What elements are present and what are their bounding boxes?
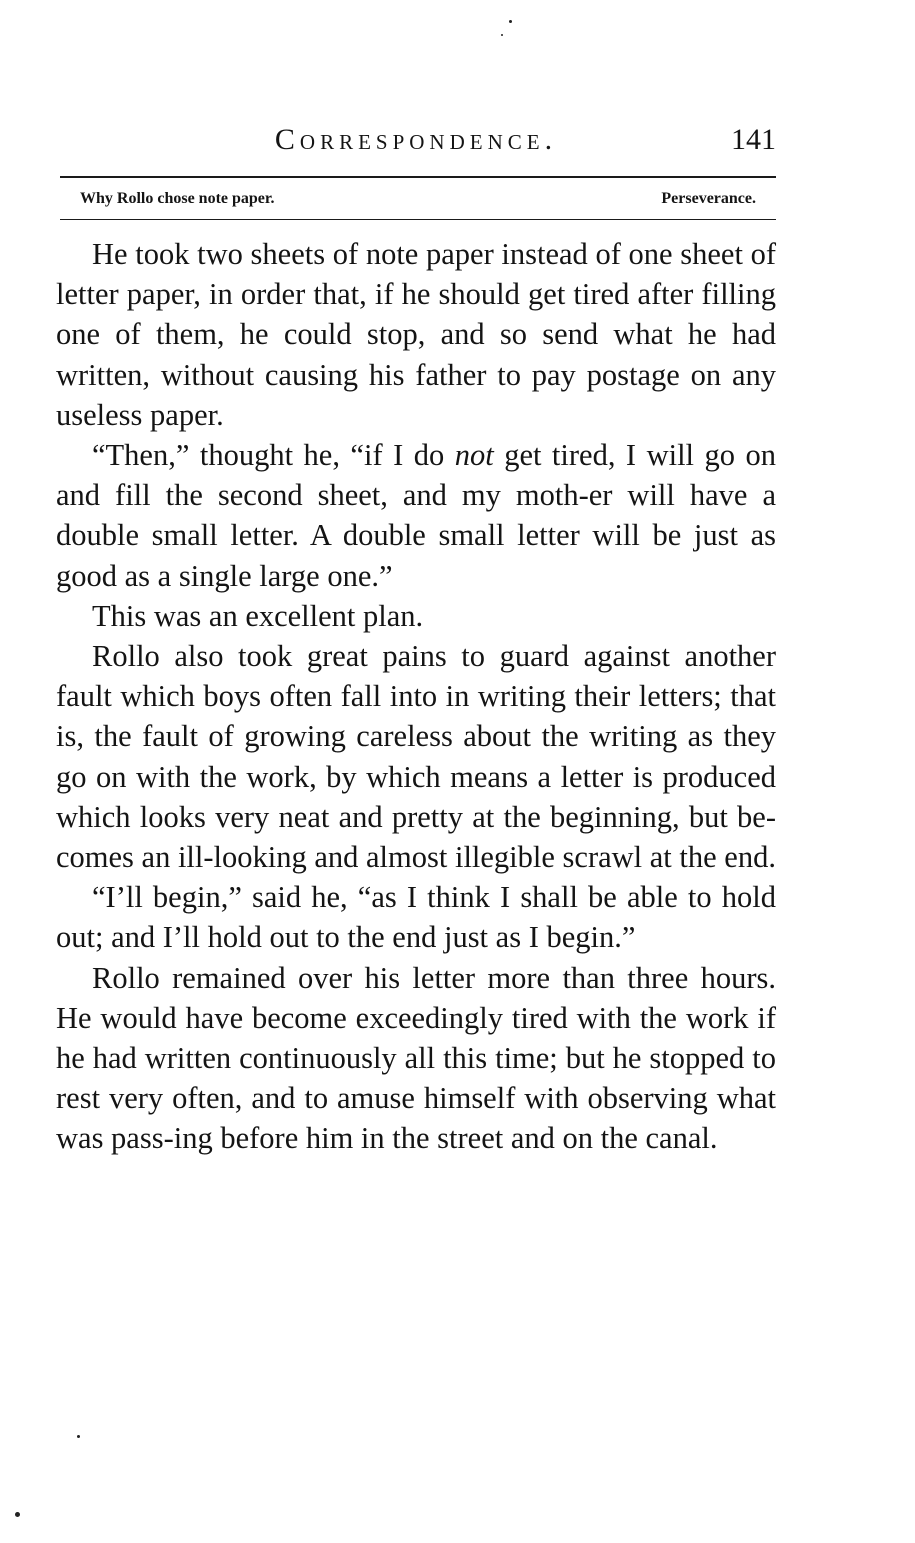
chapter-title: Correspondence. [274, 123, 558, 156]
print-speck [501, 34, 503, 36]
paragraph-text: “Then,” thought he, “if I do [92, 438, 455, 473]
header-rule-top [60, 176, 776, 178]
paragraph-text: get tired, I will go on and fill the second sheet, and my moth-er will have a double small letter. A double small letter will be just as good as a single large one.” [56, 438, 776, 593]
print-speck [77, 1435, 80, 1438]
paragraph: Rollo remained over his letter more than three hours. He would have become exceedingly tired with the work if he had written continuously all this time; but he stopped to rest very often, and to amuse himself with observing what was pass-ing before him in the street and on the canal. [56, 960, 776, 1156]
page-number: 141 [731, 123, 776, 156]
paragraph: “I’ll begin,” said he, “as I think I shall be able to hold out; and I’ll hold out to the end just as I begin.” [56, 880, 776, 955]
print-speck [15, 1512, 20, 1517]
emphasis-text: not [454, 438, 494, 473]
paragraph [56, 435, 776, 596]
subhead-left: Why Rollo chose note paper. [80, 190, 275, 207]
body-text [56, 234, 776, 1159]
book-page [56, 0, 776, 1543]
paragraph: Rollo also took great pains to guard against another fault which boys often fall into in writing their letters; that is, the fault of growing careless about the writing as they go on with the work, by which means a letter is produced which looks very neat and pretty at the beginning, but be-comes an ill-looking and almost illegible scrawl at the end. [56, 639, 776, 875]
running-head [56, 118, 776, 162]
subhead-right: Perseverance. [661, 190, 756, 207]
paragraph: He took two sheets of note paper instead of one sheet of letter paper, in order that, if he should get tired after filling one of them, he could stop, and so send what he had written, without causing his father to pay postage on any useless paper. [56, 237, 776, 432]
paragraph: This was an excellent plan. [92, 598, 424, 633]
print-speck [509, 20, 512, 23]
header-rule-bottom [60, 219, 776, 220]
marginal-subhead [56, 184, 776, 214]
